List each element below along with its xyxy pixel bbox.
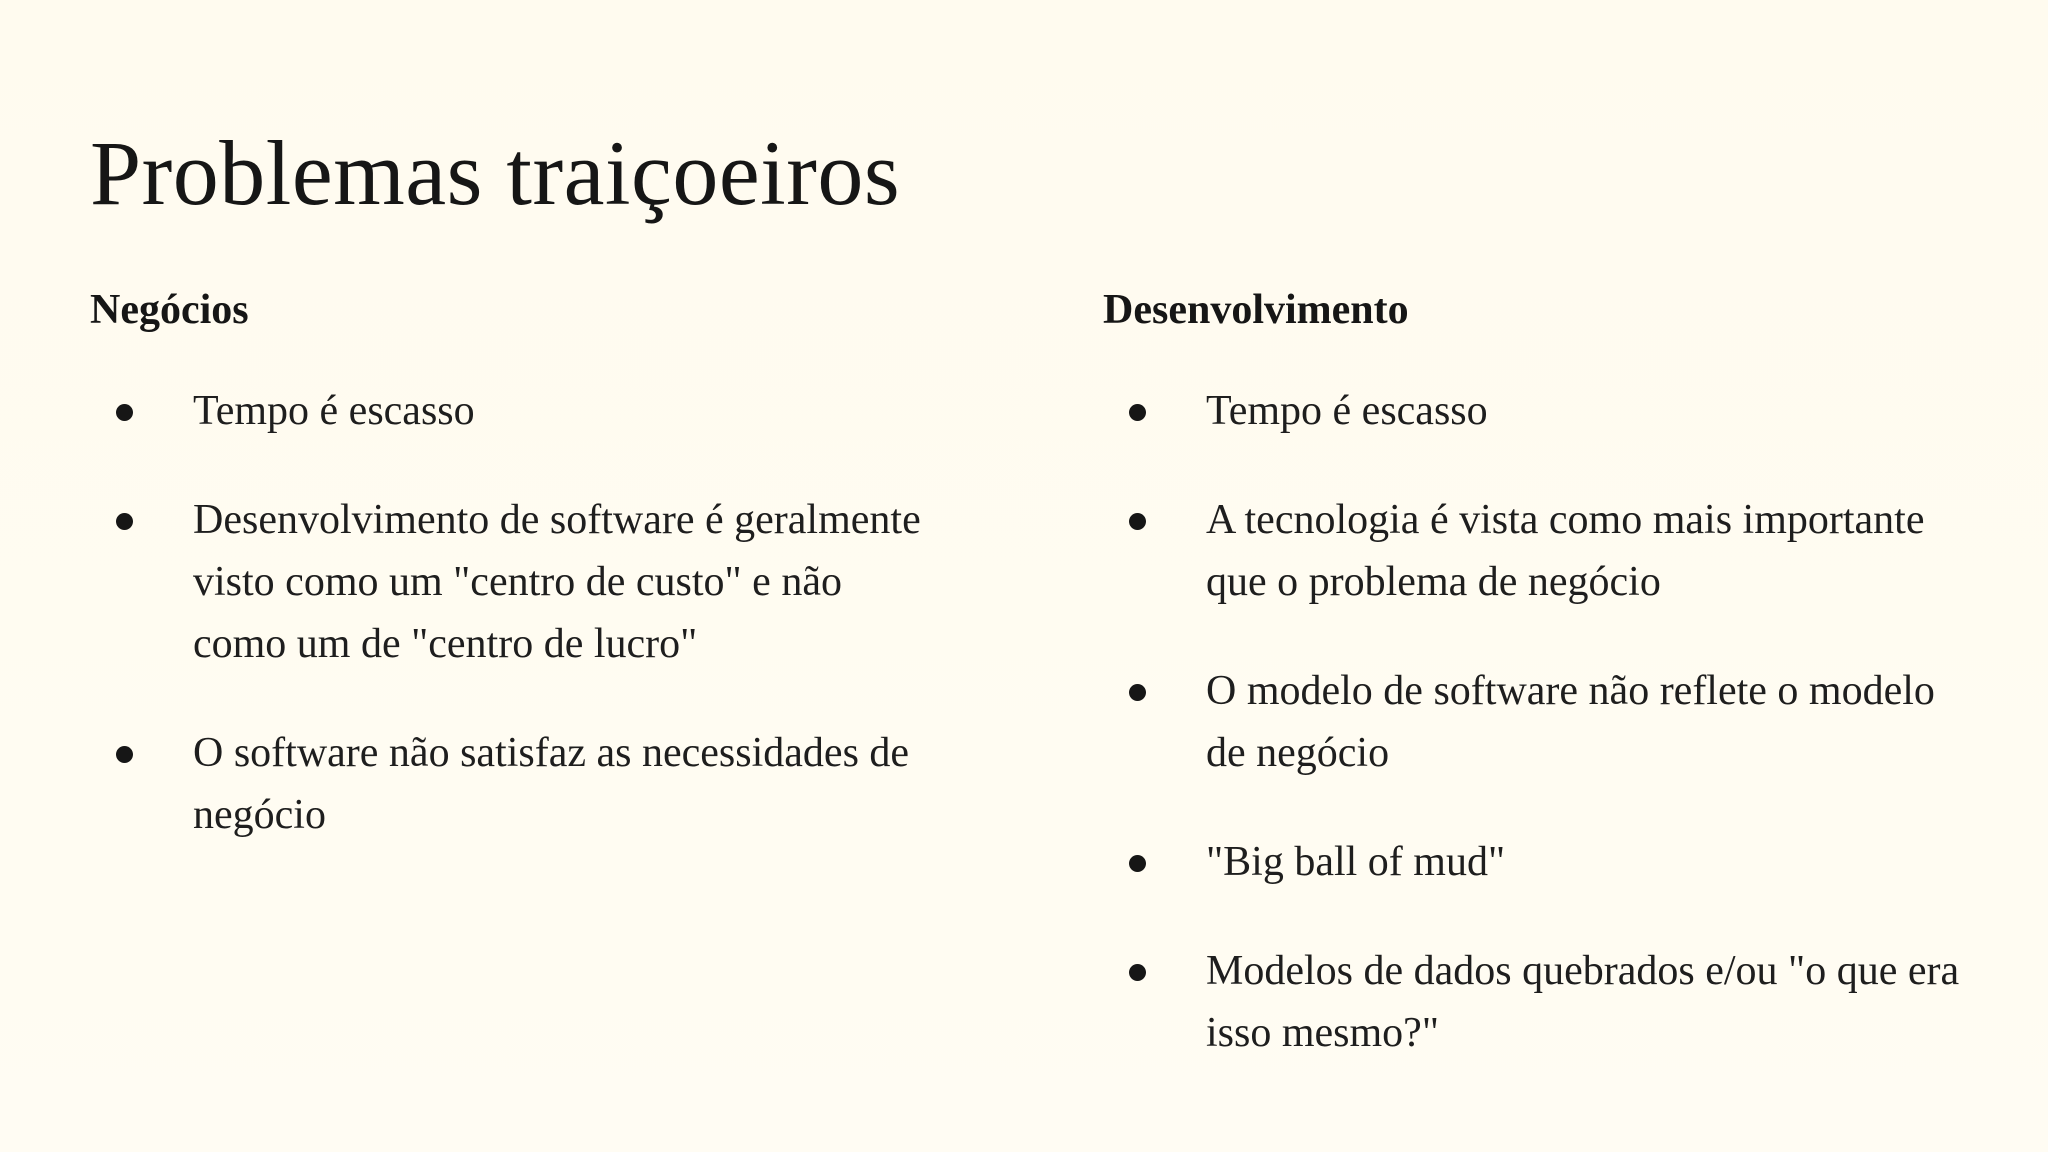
list-item <box>90 489 990 675</box>
list-item-text: Tempo é escasso <box>193 388 475 434</box>
list-item <box>1103 660 2003 784</box>
column-negocios <box>90 280 990 893</box>
bullet-icon <box>116 404 133 421</box>
bullet-icon <box>1129 684 1146 701</box>
list-item <box>90 722 990 846</box>
column-heading-negocios: Negócios <box>90 287 249 333</box>
bullet-list-negocios <box>90 380 990 846</box>
bullet-icon <box>116 513 133 530</box>
list-item-text: O modelo de software não reflete o modelo de negócio <box>1206 668 1935 776</box>
list-item <box>1103 489 2003 613</box>
bullet-icon <box>1129 513 1146 530</box>
bullet-list-desenvolvimento <box>1103 380 2003 1064</box>
list-item-text: "Big ball of mud" <box>1206 839 1506 885</box>
list-item-text: Modelos de dados quebrados e/ou "o que era isso mesmo?" <box>1206 948 1960 1056</box>
slide-title: Problemas traiçoeiros <box>90 122 901 224</box>
list-item <box>1103 831 2003 893</box>
list-item <box>1103 380 2003 442</box>
bullet-icon <box>1129 855 1146 872</box>
list-item-text: A tecnologia é vista como mais importante que o problema de negócio <box>1206 497 1925 605</box>
column-heading-desenvolvimento: Desenvolvimento <box>1103 287 1409 333</box>
list-item <box>90 380 990 442</box>
list-item-text: O software não satisfaz as necessidades de negócio <box>193 730 910 838</box>
list-item-text: Desenvolvimento de software é geralmente visto como um "centro de custo" e não como um de "centro de lucro" <box>193 497 921 667</box>
column-desenvolvimento <box>1103 280 2003 1111</box>
list-item <box>1103 940 2003 1064</box>
list-item-text: Tempo é escasso <box>1206 388 1488 434</box>
bullet-icon <box>1129 964 1146 981</box>
bullet-icon <box>116 746 133 763</box>
bullet-icon <box>1129 404 1146 421</box>
